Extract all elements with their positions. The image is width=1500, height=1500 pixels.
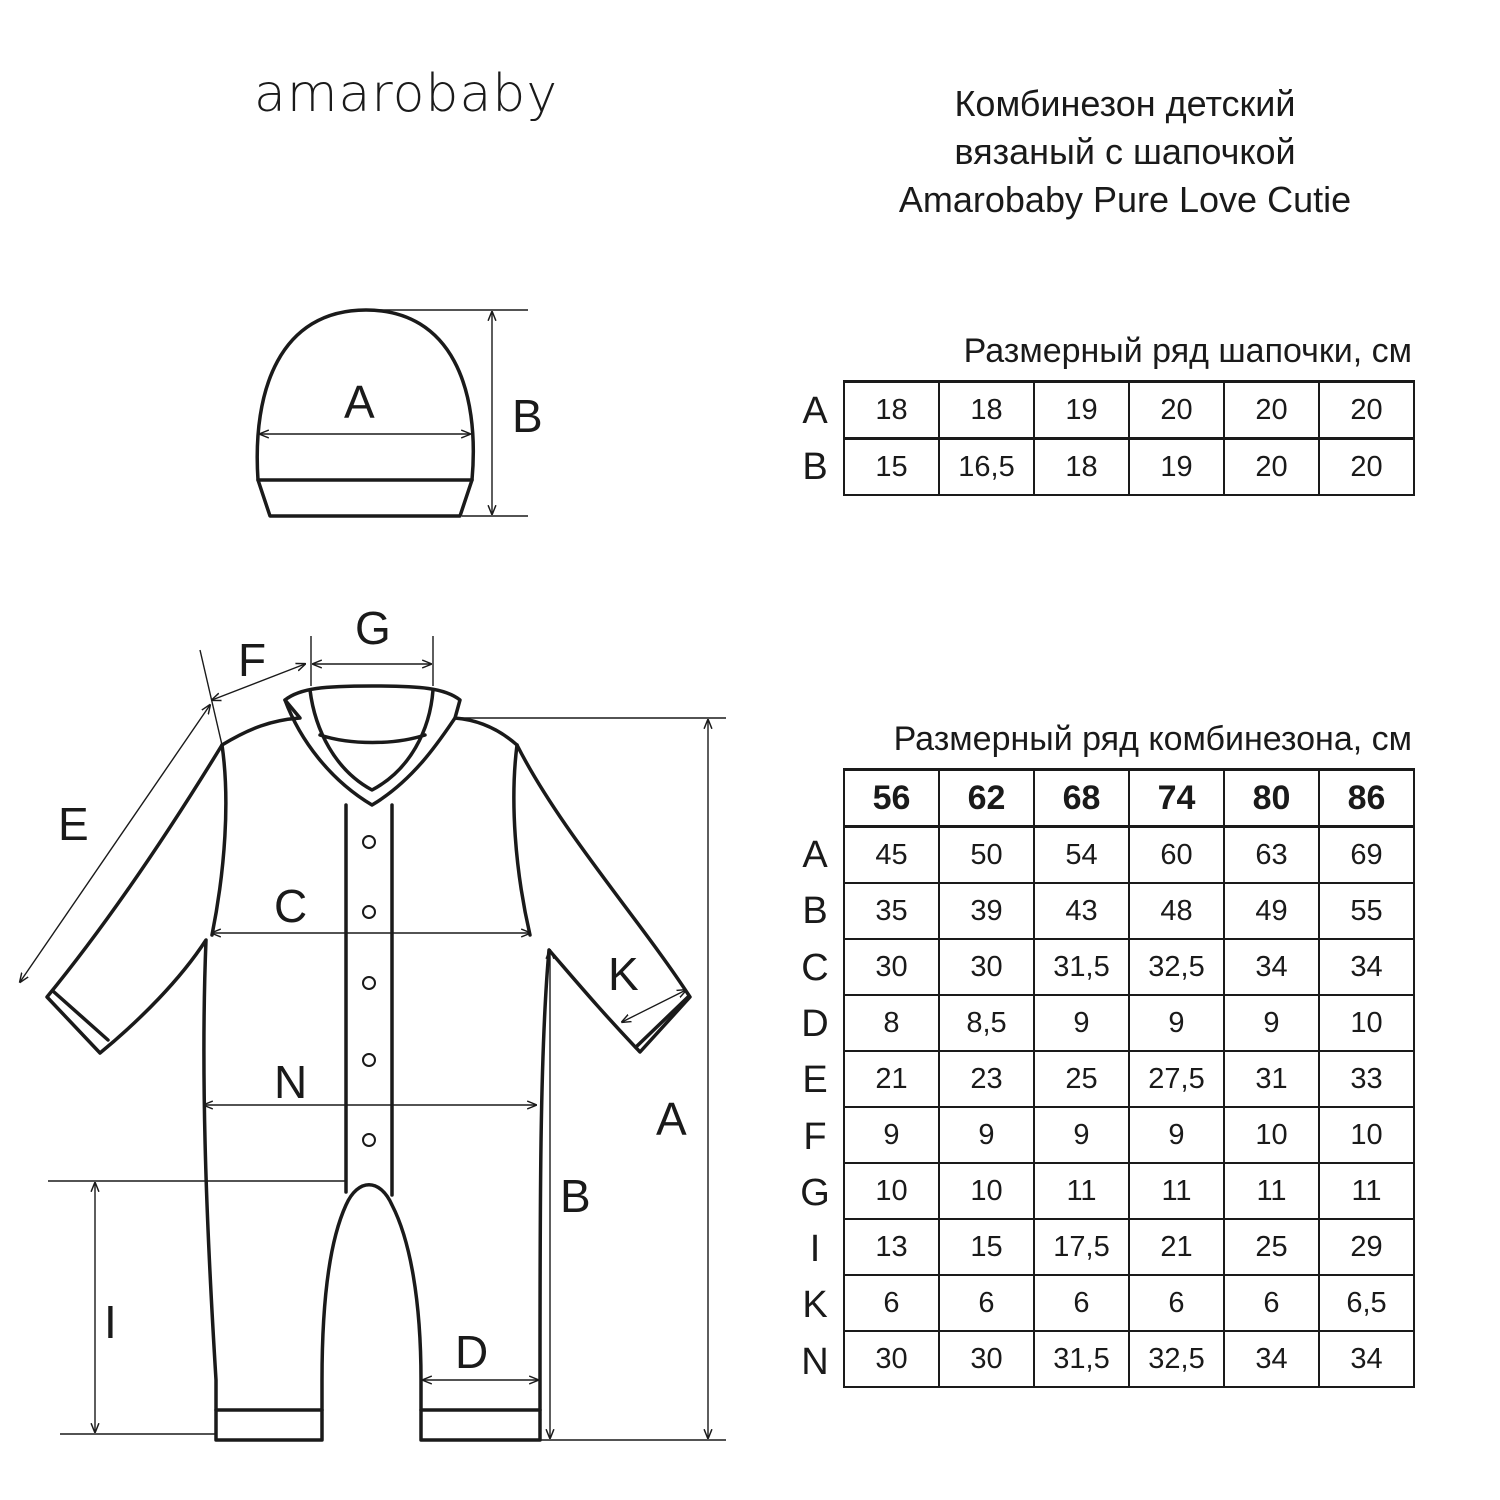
suit-table-cell: 34: [1319, 939, 1414, 995]
hat-a-label: A: [344, 376, 375, 428]
suit-row-label: I: [809, 1228, 821, 1271]
suit-table-cell: 10: [1224, 1107, 1319, 1163]
suit-table-cell: 32,5: [1129, 939, 1224, 995]
suit-table-cell: 23: [939, 1051, 1034, 1107]
hat-table-cell: 19: [1129, 439, 1224, 496]
f-label: F: [238, 634, 267, 686]
right-cuff: [636, 997, 688, 1047]
suit-table-cell: 15: [939, 1219, 1034, 1275]
suit-table-cell: 10: [939, 1163, 1034, 1219]
suit-table-cell: 25: [1224, 1219, 1319, 1275]
e-dimension: [20, 705, 210, 982]
suit-table-cell: 31,5: [1034, 1331, 1129, 1387]
hat-table-cell: 15: [844, 439, 939, 496]
suit-table-cell: 30: [939, 939, 1034, 995]
k-label: K: [608, 948, 639, 1000]
suit-table-cell: 6,5: [1319, 1275, 1414, 1331]
suit-row-label: A: [802, 834, 828, 876]
suit-table-cell: 34: [1319, 1331, 1414, 1387]
suit-table-cell: 9: [1129, 1107, 1224, 1163]
suit-table-cell: 50: [939, 827, 1034, 884]
hat-table-cell: 20: [1319, 382, 1414, 439]
suit-table-cell: 35: [844, 883, 939, 939]
button-icon: [363, 1134, 375, 1146]
suit-table-cell: 6: [1129, 1275, 1224, 1331]
suit-table-cell: 21: [844, 1051, 939, 1107]
d-label: D: [455, 1326, 489, 1378]
suit-table-cell: 21: [1129, 1219, 1224, 1275]
suit-table-cell: 17,5: [1034, 1219, 1129, 1275]
c-label: C: [274, 880, 308, 932]
hat-table-cell: 20: [1319, 439, 1414, 496]
suit-row-label: G: [800, 1171, 830, 1214]
b-label: B: [560, 1170, 591, 1222]
hat-table-cell: 20: [1224, 382, 1319, 439]
button-icon: [363, 977, 375, 989]
suit-table-cell: 31: [1224, 1051, 1319, 1107]
suit-table-cell: 43: [1034, 883, 1129, 939]
suit-table-cell: 11: [1034, 1163, 1129, 1219]
suit-table-cell: 10: [844, 1163, 939, 1219]
suit-table-cell: 49: [1224, 883, 1319, 939]
size-header-cell: 80: [1224, 770, 1319, 827]
hat-size-caption: Размерный ряд шапочки, см: [963, 332, 1412, 370]
suit-table-cell: 11: [1224, 1163, 1319, 1219]
suit-table-cell: 27,5: [1129, 1051, 1224, 1107]
suit-table-cell: 13: [844, 1219, 939, 1275]
suit-table-cell: 54: [1034, 827, 1129, 884]
size-header-cell: 62: [939, 770, 1034, 827]
suit-table-cell: 10: [1319, 1107, 1414, 1163]
suit-table-cell: 6: [1224, 1275, 1319, 1331]
suit-table-cell: 48: [1129, 883, 1224, 939]
e-label: E: [58, 798, 89, 850]
left-sleeve-seam: [212, 745, 226, 935]
collar: [285, 690, 455, 805]
suit-table-cell: 8: [844, 995, 939, 1051]
hat-table-cell: 20: [1224, 439, 1319, 496]
title-line-2: вязаный с шапочкой: [954, 131, 1296, 172]
suit-table-cell: 9: [1129, 995, 1224, 1051]
hat-table-cell: 19: [1034, 382, 1129, 439]
suit-table-cell: 30: [844, 1331, 939, 1387]
suit-row-label: K: [802, 1284, 828, 1327]
title-line-1: Комбинезон детский: [954, 83, 1296, 124]
suit-table-cell: 55: [1319, 883, 1414, 939]
size-header-cell: 86: [1319, 770, 1414, 827]
suit-table-cell: 9: [1034, 995, 1129, 1051]
n-label: N: [274, 1056, 308, 1108]
suit-table-cell: 31,5: [1034, 939, 1129, 995]
title-line-3: Amarobaby Pure Love Cutie: [898, 179, 1352, 220]
suit-table-cell: 9: [939, 1107, 1034, 1163]
suit-table-cell: 34: [1224, 939, 1319, 995]
button-placket: [346, 805, 392, 1195]
suit-row-label: B: [802, 890, 828, 933]
i-label: I: [104, 1296, 117, 1348]
suit-row-label: C: [801, 946, 829, 989]
suit-row-label: D: [801, 1002, 829, 1045]
button-icon: [363, 906, 375, 918]
suit-table-cell: 34: [1224, 1331, 1319, 1387]
suit-table-cell: 9: [844, 1107, 939, 1163]
suit-table-cell: 69: [1319, 827, 1414, 884]
suit-table-cell: 45: [844, 827, 939, 884]
suit-row-label: E: [802, 1059, 828, 1102]
hat-b-label: B: [512, 390, 543, 442]
hat-table-cell: 20: [1129, 382, 1224, 439]
hat-row-label: A: [802, 390, 828, 432]
suit-table-cell: 6: [1034, 1275, 1129, 1331]
suit-table-cell: 8,5: [939, 995, 1034, 1051]
suit-size-caption: Размерный ряд комбинезона, см: [893, 720, 1412, 758]
suit-table-cell: 25: [1034, 1051, 1129, 1107]
hat-table-cell: 18: [1034, 439, 1129, 496]
suit-row-label: N: [801, 1340, 829, 1383]
suit-table-cell: 39: [939, 883, 1034, 939]
a-label: A: [656, 1093, 687, 1145]
hat-table-cell: 18: [844, 382, 939, 439]
g-label: G: [355, 602, 391, 654]
button-icon: [363, 1054, 375, 1066]
size-header-cell: 68: [1034, 770, 1129, 827]
hat-table-cell: 18: [939, 382, 1034, 439]
size-header-cell: 56: [844, 770, 939, 827]
brand-logo: amarobaby: [254, 64, 559, 124]
suit-table-cell: 9: [1034, 1107, 1129, 1163]
right-sleeve-seam: [514, 745, 530, 935]
suit-table-cell: 32,5: [1129, 1331, 1224, 1387]
suit-table-cell: 6: [844, 1275, 939, 1331]
suit-table-cell: 9: [1224, 995, 1319, 1051]
suit-table-cell: 33: [1319, 1051, 1414, 1107]
suit-table-cell: 30: [939, 1331, 1034, 1387]
size-header-cell: 74: [1129, 770, 1224, 827]
suit-table-cell: 60: [1129, 827, 1224, 884]
suit-table-cell: 30: [844, 939, 939, 995]
suit-row-label: F: [803, 1115, 827, 1158]
jumpsuit-outline: [47, 686, 690, 1440]
suit-table-cell: 11: [1129, 1163, 1224, 1219]
suit-table-cell: 11: [1319, 1163, 1414, 1219]
hat-table-cell: 16,5: [939, 439, 1034, 496]
suit-table-cell: 29: [1319, 1219, 1414, 1275]
suit-table-cell: 10: [1319, 995, 1414, 1051]
hat-row-label: B: [802, 446, 828, 488]
suit-table-cell: 6: [939, 1275, 1034, 1331]
suit-table-cell: 63: [1224, 827, 1319, 884]
button-icon: [363, 836, 375, 848]
